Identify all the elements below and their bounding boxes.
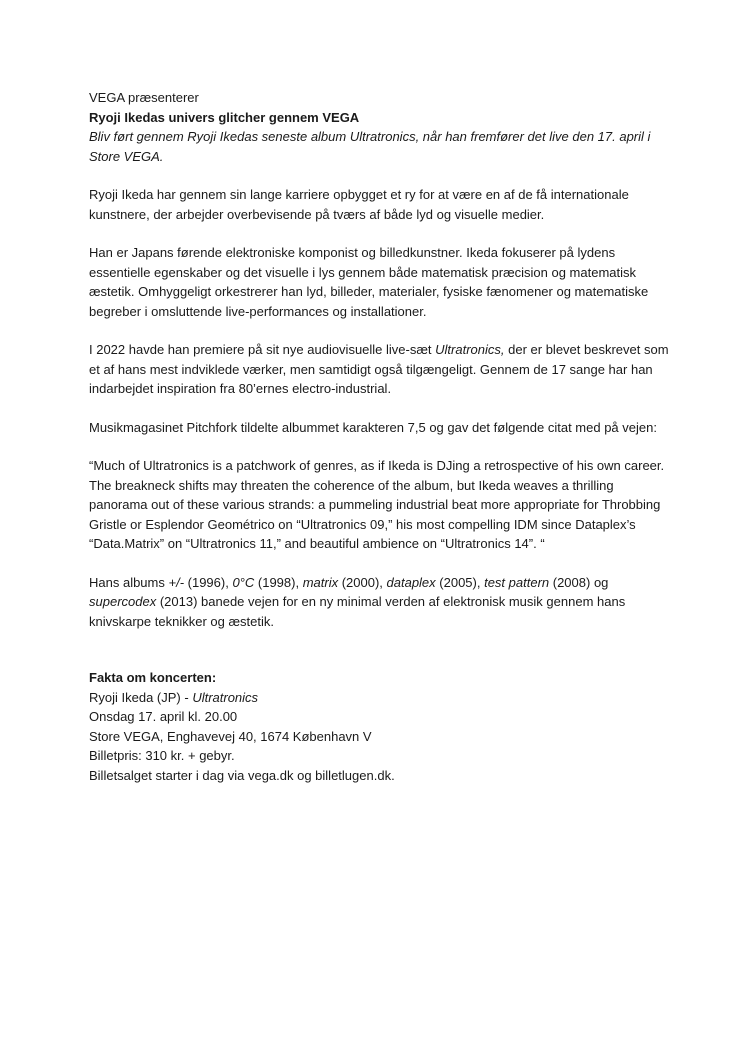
album-title: test pattern bbox=[484, 574, 550, 590]
text-segment: I 2022 havde han premiere på sit nye audiovisuelle live-sæt bbox=[89, 342, 436, 357]
headline: Ryoji Ikedas univers glitcher gennem VEGA bbox=[89, 109, 360, 125]
text-segment: (1998), bbox=[254, 574, 303, 590]
teaser: Bliv ført gennem Ryoji Ikedas seneste album Ultratronics, når han fremfører det live den 17. april i Store VEGA. bbox=[89, 129, 651, 164]
facts-artist bbox=[89, 688, 669, 708]
album-title: Ultratronics, bbox=[435, 342, 505, 357]
paragraph-pitchfork: Musikmagasinet Pitchfork tildelte albummet karakteren 7,5 og gav det følgende citat med på vejen: bbox=[89, 419, 657, 435]
show-title: Ultratronics bbox=[192, 689, 259, 705]
press-release bbox=[89, 88, 669, 785]
facts-venue: Store VEGA, Enghavevej 40, 1674 København V bbox=[89, 728, 372, 744]
facts-price: Billetpris: 310 kr. + gebyr. bbox=[89, 748, 235, 763]
text-segment: Hans albums bbox=[89, 574, 169, 590]
text-segment: (2013) banede vejen for en ny minimal verden af elektronisk musik gennem hans knivskarpe teknikker og æstetik. bbox=[89, 594, 626, 629]
text-segment: (2000), bbox=[338, 574, 387, 590]
album-title: +/- bbox=[168, 574, 185, 590]
pitchfork-quote: “Much of Ultratronics is a patchwork of genres, as if Ikeda is DJing a retrospective of his own career. The breakneck shifts may threaten the coherence of the album, but Ikeda weaves a thrilling panorama out of these various strands: a pummeling industrial beat more appropriate for Throbbing Gristle or Esplendor Geométrico on “Ultratronics 09,” his most compelling IDM since Dataplex’s “Data.Matrix” on “Ultratronics 11,” and beautiful ambience on “Ultratronics 14”. “ bbox=[89, 458, 665, 551]
album-title: matrix bbox=[302, 574, 339, 590]
paragraph-albums bbox=[89, 573, 669, 632]
paragraph-ultratronics bbox=[89, 340, 669, 399]
facts-ticket-sale: Billetsalget starter i dag via vega.dk og billetlugen.dk. bbox=[89, 767, 395, 783]
presenter-line: VEGA præsenterer bbox=[89, 90, 199, 105]
artist-name: Ryoji Ikeda (JP) - bbox=[89, 689, 193, 705]
facts-date: Onsdag 17. april kl. 20.00 bbox=[89, 709, 238, 724]
text-segment: (1996), bbox=[184, 574, 233, 590]
album-title: 0°C bbox=[232, 574, 255, 590]
album-title: dataplex bbox=[386, 574, 436, 590]
text-segment: (2008) og bbox=[549, 574, 609, 590]
text-segment: (2005), bbox=[435, 574, 485, 590]
text-segment: der er blevet beskrevet som et af hans mest indviklede værker, men samtidigt også tilgængeligt. Gennem de 17 sange har han indarbejdet inspiration fra 80’ernes electro-industrial. bbox=[89, 342, 669, 396]
paragraph-about: Han er Japans førende elektroniske komponist og billedkunstner. Ikeda fokuserer på lydens essentielle egenskaber og det visuelle i lys gennem både matematisk præcision og matematisk æstetik. Omhyggeligt orkestrerer han lyd, billeder, materialer, fysiske fænomener og matematiske begreber i omsluttende live-performances og installationer. bbox=[89, 245, 649, 319]
album-title: supercodex bbox=[89, 594, 157, 609]
paragraph-intro: Ryoji Ikeda har gennem sin lange karriere opbygget et ry for at være en af de få internationale kunstnere, der arbejder overbevisende på tværs af både lyd og visuelle medier. bbox=[89, 187, 629, 222]
facts-heading: Fakta om koncerten: bbox=[89, 670, 217, 685]
